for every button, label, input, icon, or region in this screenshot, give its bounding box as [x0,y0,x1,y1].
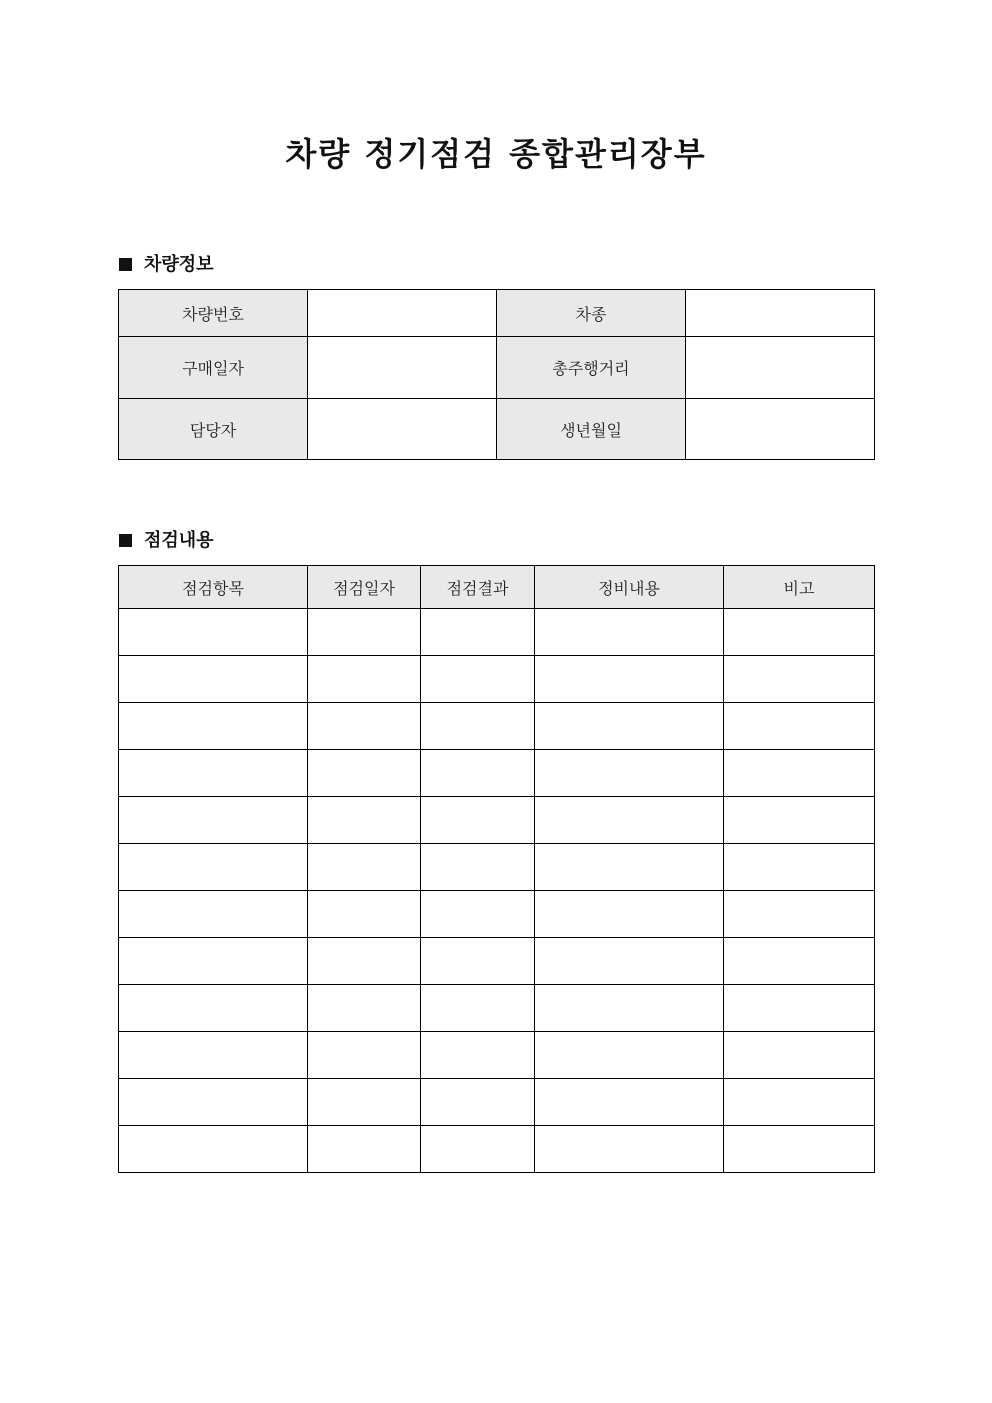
inspection-item-cell[interactable] [119,938,308,985]
inspection-result-cell[interactable] [421,844,535,891]
inspection-date-cell[interactable] [308,609,421,656]
vehicle-type-field[interactable] [686,290,875,337]
inspection-result-cell[interactable] [421,1032,535,1079]
maintenance-details-cell[interactable] [535,1126,724,1173]
maintenance-details-cell[interactable] [535,750,724,797]
table-row [119,1126,875,1173]
table-row [119,938,875,985]
maintenance-details-cell[interactable] [535,891,724,938]
vehicle-number-label: 차량번호 [119,290,308,337]
remarks-cell[interactable] [724,703,875,750]
column-header-maintenance-details: 정비내용 [535,566,724,609]
inspection-date-cell[interactable] [308,844,421,891]
inspection-table [118,565,875,1173]
inspection-date-cell[interactable] [308,985,421,1032]
inspection-item-cell[interactable] [119,891,308,938]
inspection-item-cell[interactable] [119,844,308,891]
birth-date-label: 생년월일 [497,399,686,460]
maintenance-details-cell[interactable] [535,1032,724,1079]
remarks-cell[interactable] [724,891,875,938]
table-row [119,609,875,656]
inspection-item-cell[interactable] [119,703,308,750]
remarks-cell[interactable] [724,750,875,797]
inspection-date-cell[interactable] [308,1126,421,1173]
inspection-result-cell[interactable] [421,656,535,703]
inspection-date-cell[interactable] [308,891,421,938]
purchase-date-label: 구매일자 [119,337,308,399]
vehicle-number-field[interactable] [308,290,497,337]
inspection-item-cell[interactable] [119,1126,308,1173]
inspection-result-cell[interactable] [421,891,535,938]
remarks-cell[interactable] [724,656,875,703]
remarks-cell[interactable] [724,938,875,985]
remarks-cell[interactable] [724,797,875,844]
table-row [119,750,875,797]
table-row [119,891,875,938]
inspection-date-cell[interactable] [308,1032,421,1079]
inspection-item-cell[interactable] [119,797,308,844]
inspection-result-cell[interactable] [421,1126,535,1173]
table-row [119,656,875,703]
column-header-inspection-result: 점검결과 [421,566,535,609]
inspection-table-body [119,609,875,1173]
remarks-cell[interactable] [724,1079,875,1126]
inspection-item-cell[interactable] [119,985,308,1032]
table-header-row [119,566,875,609]
maintenance-details-cell[interactable] [535,985,724,1032]
maintenance-details-cell[interactable] [535,938,724,985]
vehicle-info-table [118,289,875,460]
inspection-date-cell[interactable] [308,703,421,750]
inspection-date-cell[interactable] [308,797,421,844]
manager-field[interactable] [308,399,497,460]
table-row [119,290,875,337]
remarks-cell[interactable] [724,1032,875,1079]
total-mileage-label: 총주행거리 [497,337,686,399]
column-header-inspection-date: 점검일자 [308,566,421,609]
remarks-cell[interactable] [724,985,875,1032]
inspection-heading [119,529,214,553]
table-row [119,844,875,891]
inspection-result-cell[interactable] [421,609,535,656]
inspection-result-cell[interactable] [421,938,535,985]
total-mileage-field[interactable] [686,337,875,399]
vehicle-info-heading [119,253,214,277]
inspection-item-cell[interactable] [119,1032,308,1079]
inspection-date-cell[interactable] [308,656,421,703]
inspection-heading-text: 점검내용 [144,530,214,551]
column-header-inspection-item: 점검항목 [119,566,308,609]
square-bullet-icon [119,258,132,271]
maintenance-details-cell[interactable] [535,1079,724,1126]
table-row [119,703,875,750]
vehicle-info-heading-text: 차량정보 [144,254,214,275]
inspection-result-cell[interactable] [421,750,535,797]
inspection-result-cell[interactable] [421,985,535,1032]
remarks-cell[interactable] [724,844,875,891]
inspection-item-cell[interactable] [119,609,308,656]
table-row [119,1079,875,1126]
table-row [119,337,875,399]
maintenance-details-cell[interactable] [535,656,724,703]
table-row [119,399,875,460]
remarks-cell[interactable] [724,1126,875,1173]
inspection-item-cell[interactable] [119,1079,308,1126]
birth-date-field[interactable] [686,399,875,460]
inspection-result-cell[interactable] [421,1079,535,1126]
inspection-date-cell[interactable] [308,750,421,797]
inspection-date-cell[interactable] [308,938,421,985]
maintenance-details-cell[interactable] [535,609,724,656]
inspection-item-cell[interactable] [119,750,308,797]
inspection-result-cell[interactable] [421,797,535,844]
table-row [119,797,875,844]
table-row [119,1032,875,1079]
remarks-cell[interactable] [724,609,875,656]
purchase-date-field[interactable] [308,337,497,399]
table-row [119,985,875,1032]
inspection-item-cell[interactable] [119,656,308,703]
inspection-result-cell[interactable] [421,703,535,750]
inspection-date-cell[interactable] [308,1079,421,1126]
maintenance-details-cell[interactable] [535,703,724,750]
vehicle-type-label: 차종 [497,290,686,337]
maintenance-details-cell[interactable] [535,844,724,891]
square-bullet-icon [119,534,132,547]
document-title: 차량 정기점검 종합관리장부 [285,135,707,173]
column-header-remarks: 비고 [724,566,875,609]
manager-label: 담당자 [119,399,308,460]
maintenance-details-cell[interactable] [535,797,724,844]
